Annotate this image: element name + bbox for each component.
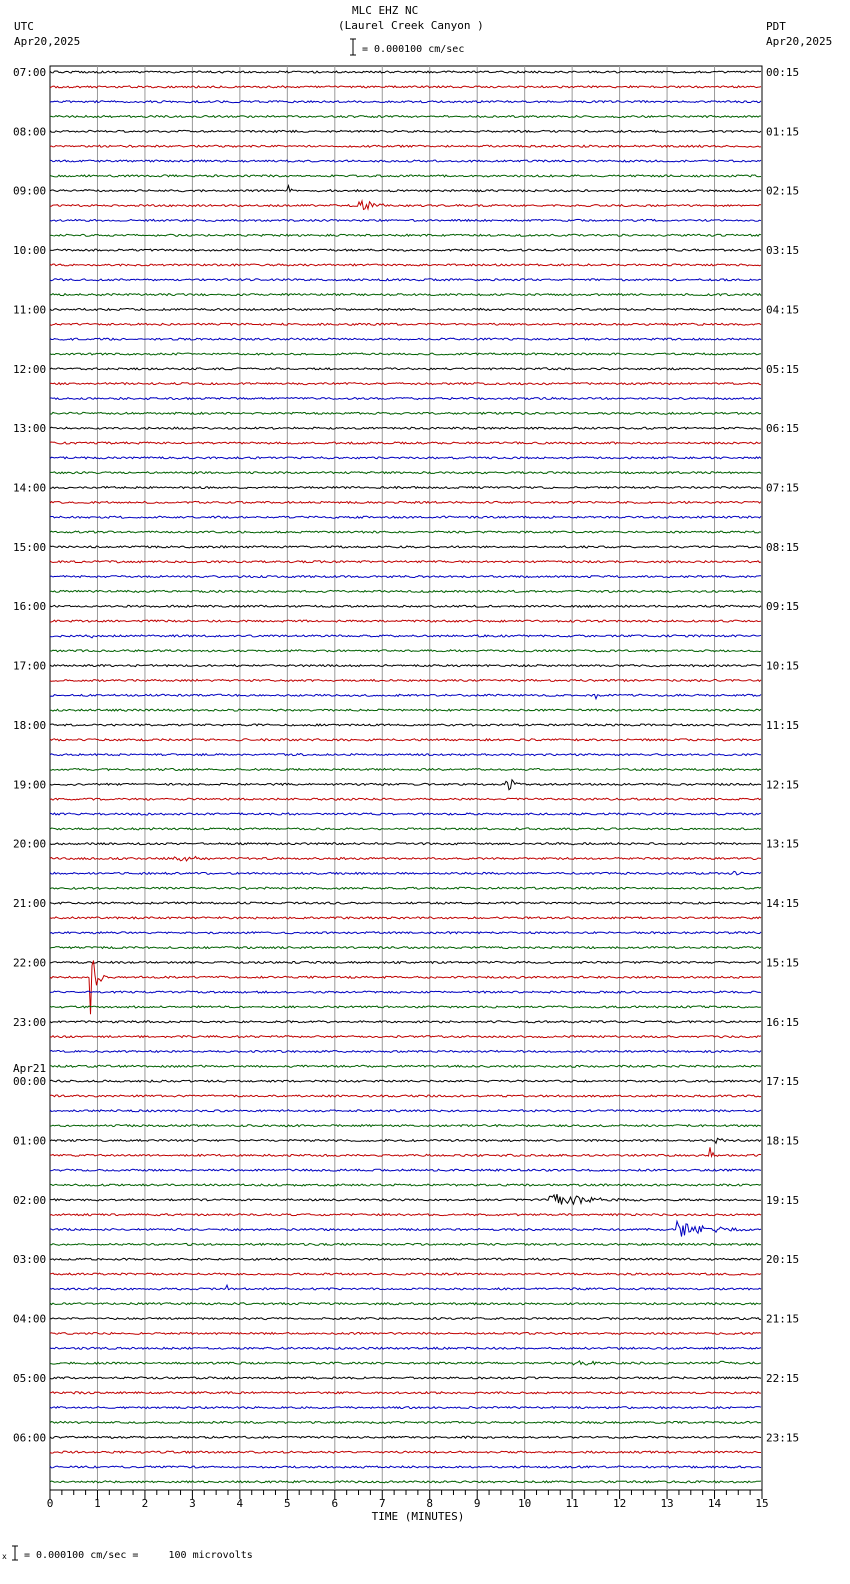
left-timezone: UTC — [14, 20, 34, 33]
utc-hour-label: 09:00 — [13, 184, 47, 198]
seismic-trace — [50, 1147, 761, 1156]
utc-hour-label: 07:00 — [13, 66, 47, 79]
seismic-trace — [50, 917, 761, 919]
x-tick-label: 8 — [426, 1497, 434, 1510]
utc-hour-label: 20:00 — [13, 837, 47, 851]
utc-hour-label: 11:00 — [13, 303, 47, 317]
seismic-trace — [50, 813, 761, 815]
seismic-trace — [50, 398, 761, 400]
utc-hour-label: 02:00 — [13, 1193, 47, 1207]
seismic-trace — [50, 1184, 761, 1186]
seismic-trace — [50, 754, 761, 756]
right-date: Apr20,2025 — [766, 35, 833, 48]
seismic-trace — [50, 739, 761, 741]
utc-hour-label: 10:00 — [13, 244, 47, 258]
seismic-trace — [50, 1421, 761, 1423]
seismic-trace — [50, 635, 761, 638]
pdt-hour-label: 09:15 — [766, 600, 800, 614]
seismic-trace — [50, 1407, 761, 1409]
seismic-trace — [50, 383, 761, 385]
seismic-trace — [50, 724, 761, 726]
date-change-label: Apr21 — [13, 1062, 47, 1076]
utc-hour-label: 23:00 — [13, 1015, 47, 1029]
seismic-trace — [50, 1332, 761, 1334]
seismic-trace — [50, 546, 761, 548]
utc-hour-label: 19:00 — [13, 778, 47, 792]
seismic-trace — [50, 902, 761, 904]
seismic-trace — [50, 576, 761, 578]
x-tick-label: 6 — [331, 1497, 339, 1510]
x-tick-label: 13 — [660, 1497, 674, 1510]
pdt-hour-label: 23:15 — [766, 1431, 800, 1445]
seismic-trace — [50, 1243, 761, 1245]
seismic-trace — [50, 780, 761, 790]
pdt-hour-label: 04:15 — [766, 303, 800, 317]
pdt-hour-label: 14:15 — [766, 897, 800, 911]
seismic-trace — [50, 1481, 761, 1483]
seismic-trace — [50, 1392, 761, 1394]
pdt-hour-label: 07:15 — [766, 481, 800, 495]
seismic-trace — [50, 234, 761, 236]
seismic-trace — [50, 843, 761, 845]
seismic-trace — [50, 368, 761, 370]
x-tick-label: 14 — [707, 1497, 722, 1510]
utc-hour-label: 22:00 — [13, 956, 47, 970]
seismic-trace — [50, 249, 761, 251]
seismic-trace — [50, 308, 761, 310]
seismic-trace — [50, 871, 761, 875]
utc-hour-label: 14:00 — [13, 481, 47, 495]
seismic-trace — [50, 798, 761, 800]
seismic-trace — [50, 323, 761, 325]
seismic-trace — [50, 961, 761, 963]
pdt-hour-label: 08:15 — [766, 540, 800, 554]
seismic-trace — [50, 887, 761, 889]
seismic-trace — [50, 338, 761, 340]
x-tick-label: 3 — [189, 1497, 196, 1510]
seismic-trace — [50, 1377, 761, 1379]
pdt-hour-label: 06:15 — [766, 422, 800, 436]
x-tick-label: 12 — [612, 1497, 627, 1510]
pdt-hour-label: 12:15 — [766, 778, 800, 792]
seismic-trace — [50, 1138, 761, 1143]
seismic-trace — [50, 679, 761, 681]
seismic-trace — [50, 501, 761, 503]
seismic-trace — [50, 1221, 761, 1236]
utc-hour-label: 06:00 — [13, 1431, 47, 1445]
footer-scale-icon — [2, 1544, 22, 1562]
pdt-hour-label: 01:15 — [766, 125, 800, 139]
seismic-trace — [50, 1006, 761, 1008]
seismic-trace — [50, 279, 761, 281]
pdt-hour-label: 02:15 — [766, 184, 800, 198]
seismic-trace — [50, 991, 761, 993]
seismic-trace — [50, 932, 761, 934]
seismic-trace — [50, 130, 761, 132]
seismic-trace — [50, 1361, 761, 1365]
utc-hour-label: 18:00 — [13, 718, 47, 732]
station-location: (Laurel Creek Canyon ) — [338, 19, 484, 32]
footer-scale-text: = 0.000100 cm/sec = 100 microvolts — [24, 1550, 253, 1561]
x-tick-label: 0 — [46, 1497, 54, 1510]
pdt-hour-label: 16:15 — [766, 1015, 800, 1029]
seismic-trace — [50, 1125, 761, 1127]
seismic-trace — [50, 665, 761, 667]
x-tick-label: 10 — [518, 1497, 532, 1510]
seismic-trace — [50, 857, 761, 861]
seismic-trace — [50, 116, 761, 118]
seismic-trace — [50, 264, 761, 266]
pdt-hour-label: 15:15 — [766, 956, 800, 970]
seismic-trace — [50, 709, 761, 711]
seismic-trace — [50, 1194, 761, 1204]
seismic-trace — [50, 694, 761, 699]
seismic-trace — [50, 186, 761, 192]
scale-text: = 0.000100 cm/sec — [362, 44, 465, 55]
seismic-trace — [50, 353, 761, 355]
pdt-hour-label: 10:15 — [766, 659, 800, 673]
utc-hour-label: 00:00 — [13, 1075, 47, 1089]
seismic-trace — [50, 487, 761, 489]
seismic-trace — [50, 828, 761, 830]
seismic-trace — [50, 590, 761, 592]
utc-hour-label: 04:00 — [13, 1312, 47, 1326]
utc-hour-label: 03:00 — [13, 1253, 47, 1267]
seismic-trace — [50, 531, 761, 533]
seismic-trace — [50, 145, 761, 147]
x-tick-label: 2 — [141, 1497, 149, 1510]
seismic-trace — [50, 1436, 761, 1438]
utc-hour-label: 21:00 — [13, 897, 47, 911]
svg-text:x: x — [2, 1552, 7, 1561]
seismic-trace — [50, 769, 761, 771]
x-tick-label: 7 — [378, 1497, 386, 1510]
pdt-hour-label: 17:15 — [766, 1075, 800, 1089]
seismic-trace — [50, 201, 761, 210]
seismic-trace — [50, 175, 761, 177]
seismic-trace — [50, 1451, 761, 1453]
seismic-trace — [50, 620, 761, 622]
utc-hour-label: 15:00 — [13, 540, 47, 554]
seismic-trace — [50, 1466, 761, 1468]
utc-hour-label: 17:00 — [13, 659, 47, 673]
seismic-trace — [50, 457, 761, 459]
pdt-hour-label: 00:15 — [766, 66, 800, 79]
utc-hour-label: 16:00 — [13, 600, 47, 614]
seismic-trace — [50, 947, 761, 949]
seismic-trace — [50, 442, 761, 444]
seismic-trace — [50, 1080, 761, 1082]
seismic-trace — [50, 1065, 761, 1067]
pdt-hour-label: 05:15 — [766, 362, 800, 376]
x-tick-label: 1 — [94, 1497, 101, 1510]
x-tick-label: 9 — [473, 1497, 481, 1510]
pdt-hour-label: 11:15 — [766, 718, 800, 732]
seismic-trace — [50, 1273, 761, 1275]
pdt-hour-label: 03:15 — [766, 244, 800, 258]
right-timezone: PDT — [766, 20, 786, 33]
seismic-trace — [50, 101, 761, 103]
seismic-trace — [50, 1258, 761, 1260]
seismic-trace — [50, 1050, 761, 1052]
x-tick-label: 5 — [284, 1497, 291, 1510]
seismic-trace — [50, 1095, 761, 1097]
seismic-trace — [50, 650, 761, 652]
seismic-trace — [50, 86, 761, 88]
x-tick-label: 11 — [565, 1497, 579, 1510]
pdt-hour-label: 20:15 — [766, 1253, 800, 1267]
x-tick-label: 15 — [755, 1497, 769, 1510]
seismic-trace — [50, 1318, 761, 1320]
seismic-trace — [50, 1347, 761, 1349]
seismic-trace — [50, 561, 761, 563]
seismic-trace — [50, 1021, 761, 1023]
seismic-trace — [50, 516, 761, 518]
seismic-trace — [50, 1169, 761, 1171]
pdt-hour-label: 18:15 — [766, 1134, 800, 1148]
seismic-trace — [50, 427, 761, 429]
seismic-trace — [50, 472, 761, 474]
seismic-trace — [50, 160, 761, 162]
seismic-trace — [50, 1285, 761, 1290]
utc-hour-label: 13:00 — [13, 422, 47, 436]
pdt-hour-label: 21:15 — [766, 1312, 800, 1326]
utc-hour-label: 08:00 — [13, 125, 47, 139]
seismic-trace — [50, 1214, 761, 1216]
left-date: Apr20,2025 — [14, 35, 81, 48]
pdt-hour-label: 13:15 — [766, 837, 800, 851]
seismic-trace — [50, 1036, 761, 1038]
x-tick-label: 4 — [236, 1497, 244, 1510]
station-title: MLC EHZ NC — [352, 4, 419, 17]
utc-hour-label: 01:00 — [13, 1134, 47, 1148]
seismic-trace — [50, 605, 761, 607]
seismic-trace — [50, 294, 761, 296]
seismic-trace — [50, 71, 761, 73]
utc-hour-label: 05:00 — [13, 1371, 47, 1385]
utc-hour-label: 12:00 — [13, 362, 47, 376]
seismic-trace — [50, 1303, 761, 1305]
x-axis-label: TIME (MINUTES) — [371, 1510, 465, 1523]
seismic-trace — [50, 1110, 761, 1112]
pdt-hour-label: 22:15 — [766, 1371, 800, 1385]
pdt-hour-label: 19:15 — [766, 1193, 800, 1207]
seismic-trace — [50, 219, 761, 221]
seismic-trace — [50, 412, 761, 414]
